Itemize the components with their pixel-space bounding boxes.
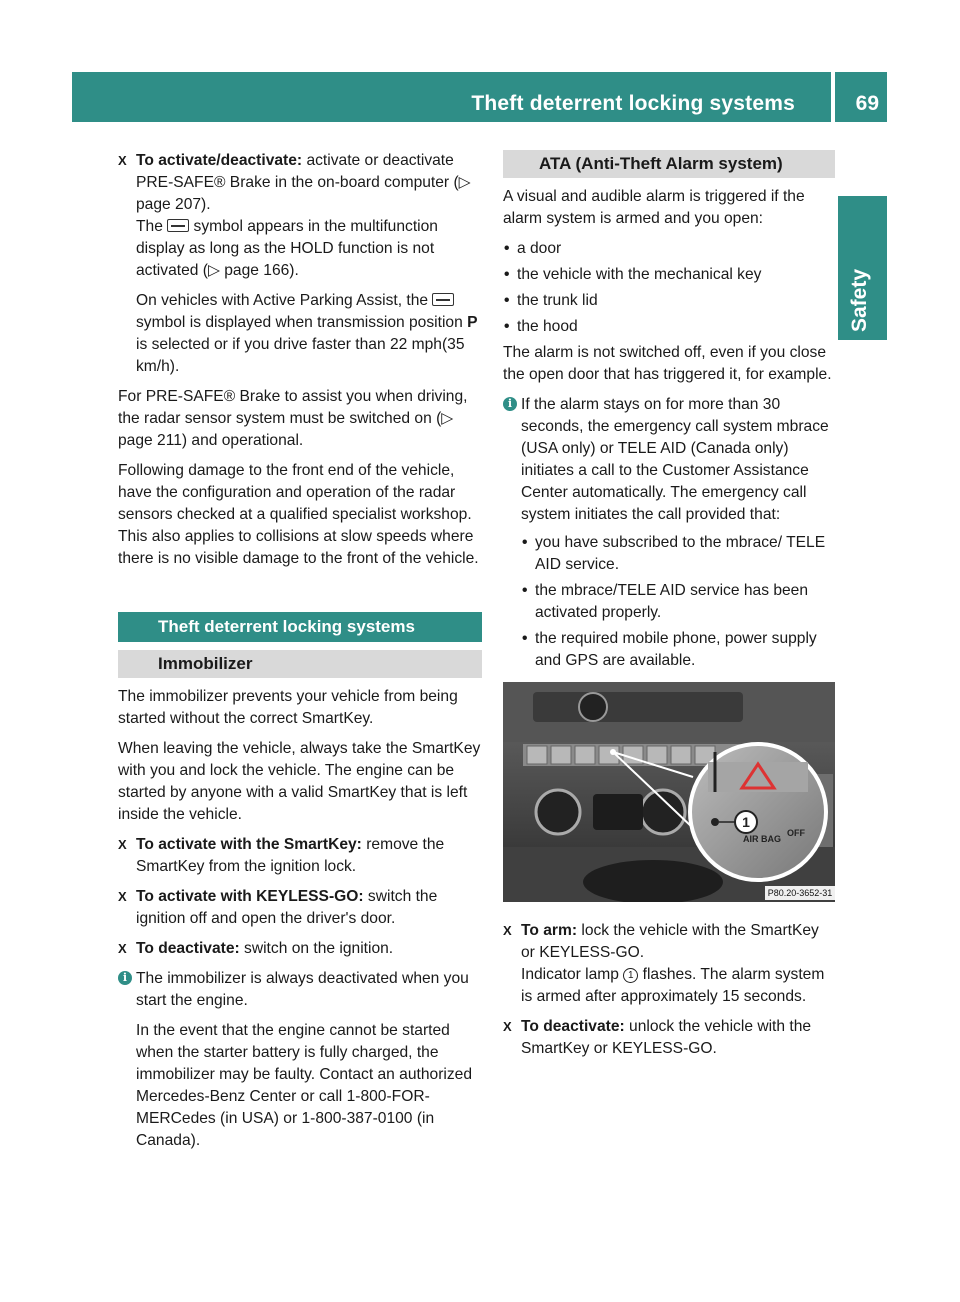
section-heading: Theft deterrent locking systems xyxy=(118,612,482,642)
page-header xyxy=(72,72,887,122)
callout-ref-icon: 1 xyxy=(623,968,638,983)
right-column xyxy=(503,150,835,1068)
paragraph: A visual and audible alarm is triggered if the alarm system is armed and you open: xyxy=(503,188,805,227)
paragraph: The alarm is not switched off, even if you close the open door that has triggered it, for example. xyxy=(503,344,832,383)
list-item: • you have subscribed to the mbrace/ TELE AID service. xyxy=(522,534,826,573)
arrow-marker-icon: X xyxy=(118,941,127,956)
list-item: • the required mobile phone, power supply and GPS are available. xyxy=(522,630,817,669)
subsection-heading: ATA (Anti-Theft Alarm system) xyxy=(503,150,835,178)
arrow-marker-icon: X xyxy=(118,837,127,852)
airbag-label: AIR BAG xyxy=(743,834,781,844)
paragraph: When leaving the vehicle, always take the SmartKey with you and lock the vehicle. The engine can be started by anyone with a valid SmartKey that is left inside the vehicle. xyxy=(118,740,481,823)
paragraph: For PRE-SAFE® Brake to assist you when driving, the radar sensor system must be switched on (▷ page 211) and operational. xyxy=(118,388,468,449)
step-keyless-go: X To activate with KEYLESS-GO: switch the ignition off and open the driver's door. xyxy=(118,888,438,927)
step-activate-deactivate: X To activate/deactivate: activate or deactivate PRE-SAFE® Brake in the on-board computer (▷ page 207). The symbol appears in the multifunction display as long as the HOLD function is not activated (▷ page 166). On vehicles with Active Parking Assist, the symbol is displayed when transmission position P is selected or if you drive faster than 22 mph(35 km/h). xyxy=(118,150,482,378)
chapter-tab-label: Safety xyxy=(848,268,871,332)
info-note: i The immobilizer is always deactivated when you start the engine. In the event that the engine cannot be started when the starter battery is fully charged, the immobilizer may be faulty. Contact an authorized Mercedes-Benz Center or call 1-800-FOR-MERCedes (in USA) or 1-800-387-0100 (in Canada). xyxy=(118,968,482,1152)
callout-1: 1 xyxy=(742,814,750,830)
console-photo xyxy=(503,682,835,902)
arrow-marker-icon: X xyxy=(118,153,127,168)
list-item: • a door xyxy=(504,240,562,257)
list-item: • the trunk lid xyxy=(504,292,598,309)
paragraph: Following damage to the front end of the vehicle, have the configuration and operation of the radar sensors checked at a qualified specialist workshop. This also applies to collisions at slow speeds where there is no visible damage to the front of the vehicle. xyxy=(118,462,479,567)
list-item: • the hood xyxy=(504,318,578,335)
info-icon: i xyxy=(503,397,517,411)
info-note: i If the alarm stays on for more than 30 seconds, the emergency call system mbrace (USA only) or TELE AID (Canada only) initiates a call to the Customer Assistance Center automatically. The emergency call system initiates the call provided that: • you have subscribed to the mbrace/ TELE AID service. • the mbrace/TELE AID service has been activated properly. • the required mobile phone, power supply and GPS are available. xyxy=(503,394,835,672)
header-title: Theft deterrent locking systems xyxy=(471,92,795,115)
info-icon: i xyxy=(118,971,132,985)
subsection-heading: Immobilizer xyxy=(118,650,482,678)
page-number: 69 xyxy=(855,92,879,115)
arrow-marker-icon: X xyxy=(118,889,127,904)
list-item: • the mbrace/TELE AID service has been activated properly. xyxy=(522,582,809,621)
step-arm: X To arm: lock the vehicle with the SmartKey or KEYLESS-GO. Indicator lamp 1 flashes. The alarm system is armed after approximately 15 seconds. xyxy=(503,922,825,1005)
arrow-marker-icon: X xyxy=(503,1019,512,1034)
list-item: • the vehicle with the mechanical key xyxy=(504,266,762,283)
header-divider xyxy=(831,72,835,122)
step-smartkey: X To activate with the SmartKey: remove the SmartKey from the ignition lock. xyxy=(118,836,445,875)
step-note: On vehicles with Active Parking Assist, the symbol is displayed when transmission position P is selected or if you drive faster than 22 mph(35 km/h). xyxy=(136,292,478,375)
left-column xyxy=(118,150,482,1160)
parking-assist-icon xyxy=(167,219,189,232)
parking-assist-icon xyxy=(432,293,454,306)
photo-code: P80.20-3652-31 xyxy=(767,888,833,898)
bullet-list xyxy=(503,238,835,338)
chapter-tab xyxy=(838,196,887,340)
step-deactivate-alarm: X To deactivate: unlock the vehicle with the SmartKey or KEYLESS-GO. xyxy=(503,1018,812,1057)
off-label: OFF xyxy=(787,828,805,838)
step-deactivate: X To deactivate: switch on the ignition. xyxy=(118,938,482,960)
paragraph: The immobilizer prevents your vehicle from being started without the correct SmartKey. xyxy=(118,688,458,727)
arrow-marker-icon: X xyxy=(503,923,512,938)
